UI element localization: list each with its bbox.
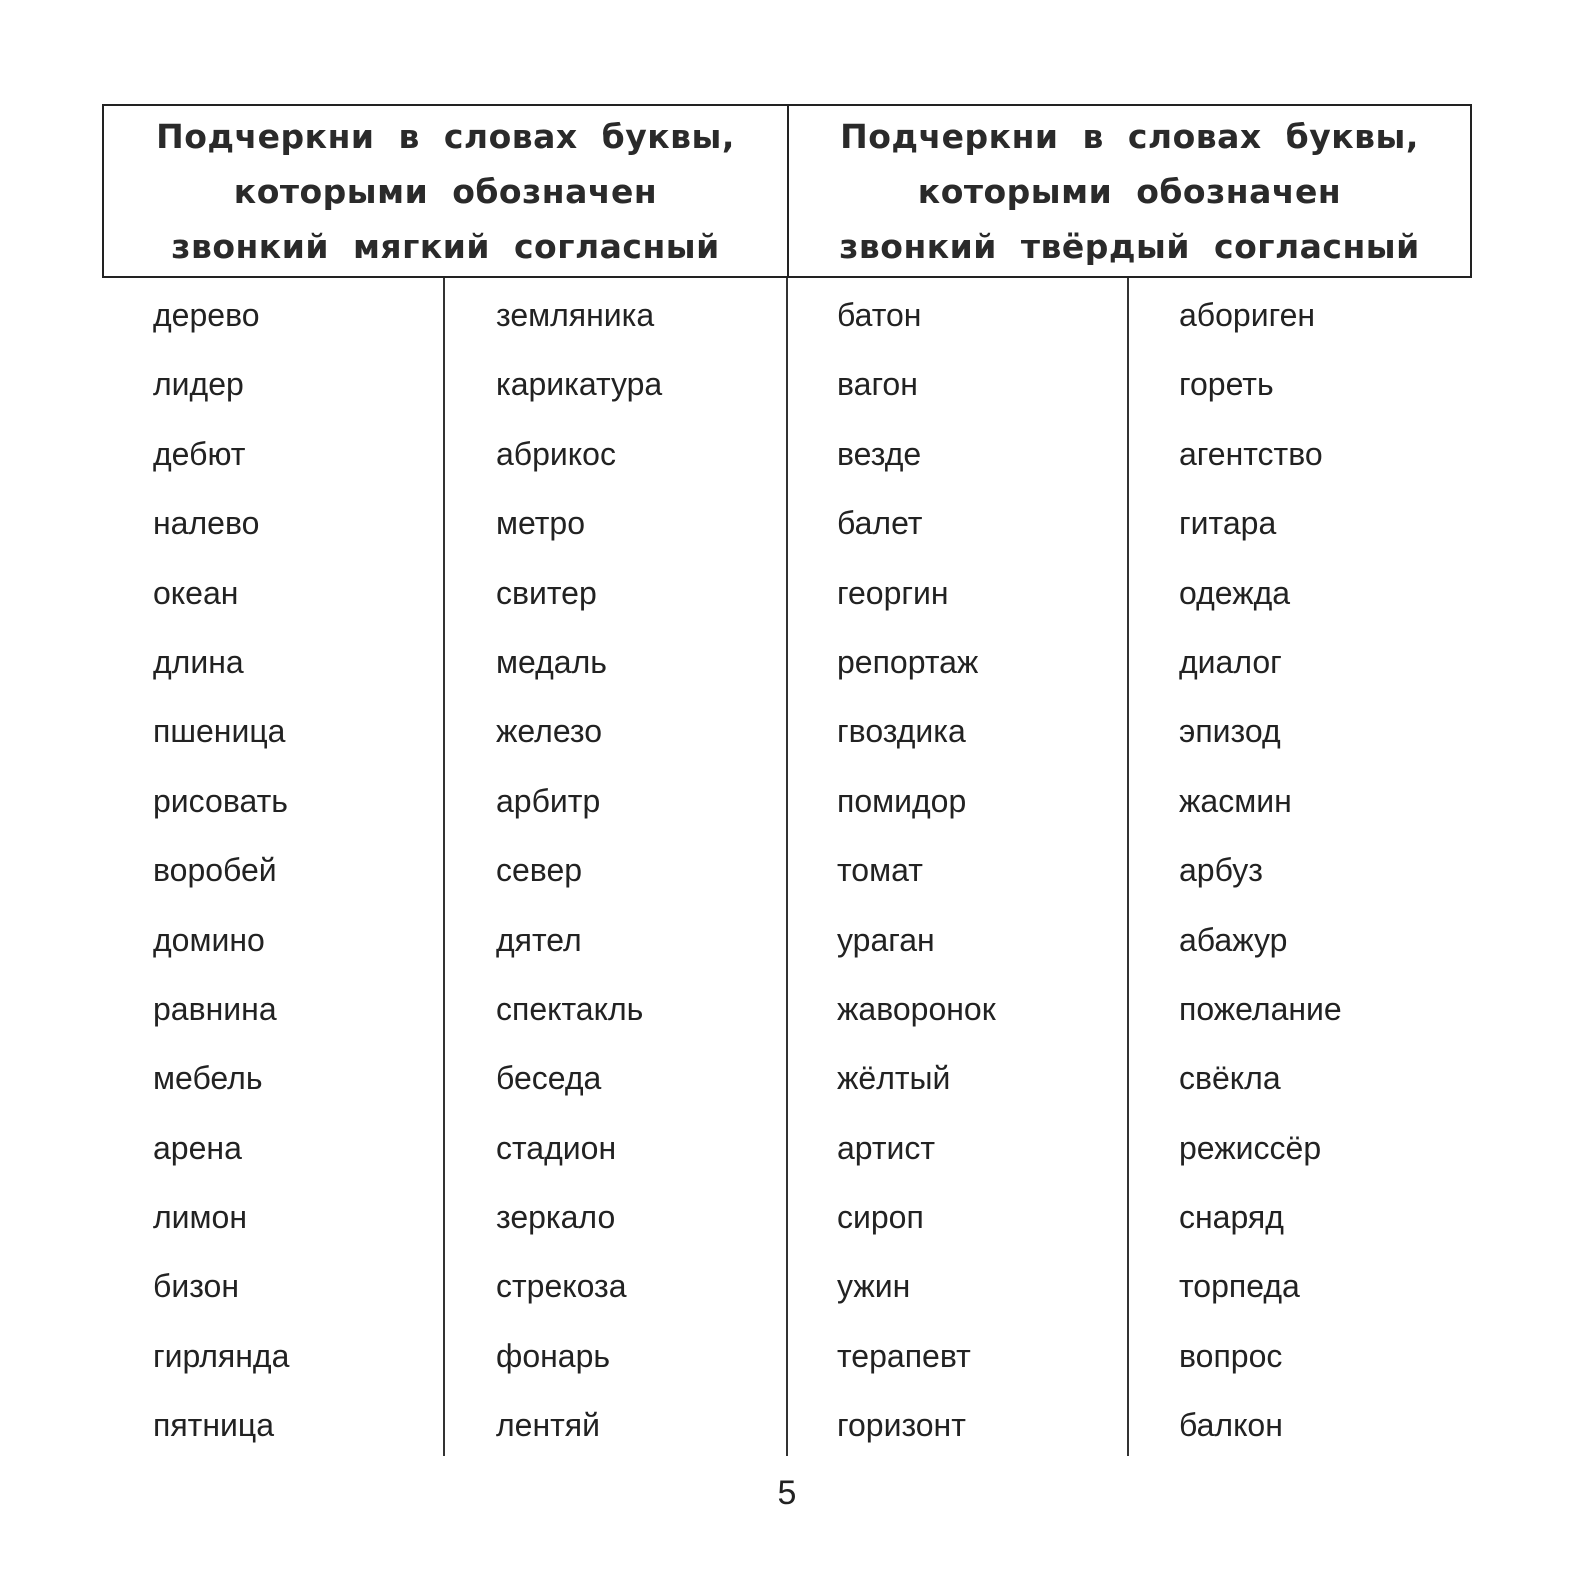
word-item[interactable]: пожелание xyxy=(1179,990,1342,1027)
word-item[interactable]: арбитр xyxy=(496,782,601,819)
word-column-3 xyxy=(837,293,996,1473)
word-item[interactable]: балкон xyxy=(1179,1407,1283,1444)
word-item[interactable]: свитер xyxy=(496,574,597,611)
word-item[interactable]: абориген xyxy=(1179,297,1316,333)
header-left-cell xyxy=(104,106,787,276)
word-item[interactable]: дебют xyxy=(153,435,246,472)
header-left-instruction: Подчеркни в словах буквы, которыми обозначен звонкий мягкий согласный xyxy=(156,116,735,266)
word-item[interactable]: дятел xyxy=(496,921,582,958)
word-item[interactable]: балет xyxy=(837,505,923,542)
word-item[interactable]: жаворонок xyxy=(837,990,996,1027)
word-column-2 xyxy=(496,293,662,1473)
word-item[interactable]: терапевт xyxy=(837,1337,971,1374)
word-item[interactable]: рисовать xyxy=(153,782,288,819)
word-item[interactable]: дерево xyxy=(153,297,260,333)
word-item[interactable]: георгин xyxy=(837,574,949,611)
word-item[interactable]: океан xyxy=(153,574,239,611)
word-item[interactable]: жасмин xyxy=(1179,782,1292,819)
word-item[interactable]: пшеница xyxy=(153,713,286,750)
word-item[interactable]: вопрос xyxy=(1179,1337,1283,1374)
header-right-instruction: Подчеркни в словах буквы, которыми обозначен звонкий твёрдый согласный xyxy=(839,116,1420,266)
word-item[interactable]: торпеда xyxy=(1179,1268,1300,1305)
word-item[interactable]: стадион xyxy=(496,1129,617,1166)
page-number: 5 xyxy=(777,1474,797,1512)
word-item[interactable]: налево xyxy=(153,505,260,542)
word-item[interactable]: железо xyxy=(496,713,603,750)
word-item[interactable]: диалог xyxy=(1179,643,1282,680)
word-item[interactable]: бизон xyxy=(153,1268,239,1305)
word-item[interactable]: горизонт xyxy=(837,1407,966,1444)
word-item[interactable]: гвоздика xyxy=(837,713,966,750)
word-item[interactable]: карикатура xyxy=(496,366,663,403)
word-item[interactable]: артист xyxy=(837,1129,936,1166)
word-item[interactable]: метро xyxy=(496,505,585,542)
column-divider-1 xyxy=(443,278,445,1456)
word-item[interactable]: зеркало xyxy=(496,1199,616,1236)
word-item[interactable]: лимон xyxy=(153,1199,248,1236)
word-item[interactable]: везде xyxy=(837,435,922,472)
word-item[interactable]: воробей xyxy=(153,852,277,889)
word-item[interactable]: жёлтый xyxy=(837,1060,951,1097)
word-item[interactable]: абрикос xyxy=(496,435,616,472)
task-header-table xyxy=(102,104,1472,278)
header-right-cell xyxy=(787,106,1470,276)
word-item[interactable]: одежда xyxy=(1179,574,1291,611)
column-divider-2 xyxy=(786,278,788,1456)
word-item[interactable]: стрекоза xyxy=(496,1268,627,1305)
word-item[interactable]: гирлянда xyxy=(153,1337,290,1374)
word-item[interactable]: томат xyxy=(837,852,923,889)
word-item[interactable]: агентство xyxy=(1179,435,1323,472)
word-item[interactable]: вагон xyxy=(837,366,918,403)
word-item[interactable]: ужин xyxy=(837,1268,911,1305)
word-item[interactable]: лидер xyxy=(153,366,244,403)
column-divider-3 xyxy=(1127,278,1129,1456)
word-item[interactable]: арбуз xyxy=(1179,852,1263,889)
word-item[interactable]: гореть xyxy=(1179,366,1274,403)
word-item[interactable]: репортаж xyxy=(837,643,979,680)
word-item[interactable]: арена xyxy=(153,1129,242,1166)
word-item[interactable]: батон xyxy=(837,297,922,333)
word-item[interactable]: равнина xyxy=(153,990,277,1027)
word-item[interactable]: свёкла xyxy=(1179,1060,1281,1097)
word-item[interactable]: снаряд xyxy=(1179,1199,1284,1236)
word-item[interactable]: спектакль xyxy=(496,990,644,1027)
word-item[interactable]: домино xyxy=(153,921,265,958)
word-item[interactable]: лентяй xyxy=(496,1407,600,1444)
word-item[interactable]: север xyxy=(496,852,583,889)
word-item[interactable]: беседа xyxy=(496,1060,602,1097)
word-item[interactable]: эпизод xyxy=(1179,713,1281,750)
word-item[interactable]: мебель xyxy=(153,1060,263,1097)
word-item[interactable]: земляника xyxy=(496,297,655,333)
word-item[interactable]: пятница xyxy=(153,1407,274,1444)
word-item[interactable]: медаль xyxy=(496,643,607,680)
word-item[interactable]: ураган xyxy=(837,921,935,958)
word-item[interactable]: сироп xyxy=(837,1199,924,1236)
word-item[interactable]: режиссёр xyxy=(1179,1129,1322,1166)
word-item[interactable]: гитара xyxy=(1179,505,1277,542)
word-item[interactable]: абажур xyxy=(1179,921,1288,958)
word-column-4 xyxy=(1179,293,1342,1473)
word-item[interactable]: помидор xyxy=(837,782,967,819)
word-column-1 xyxy=(153,293,289,1473)
word-item[interactable]: длина xyxy=(153,643,244,680)
word-item[interactable]: фонарь xyxy=(496,1337,611,1374)
